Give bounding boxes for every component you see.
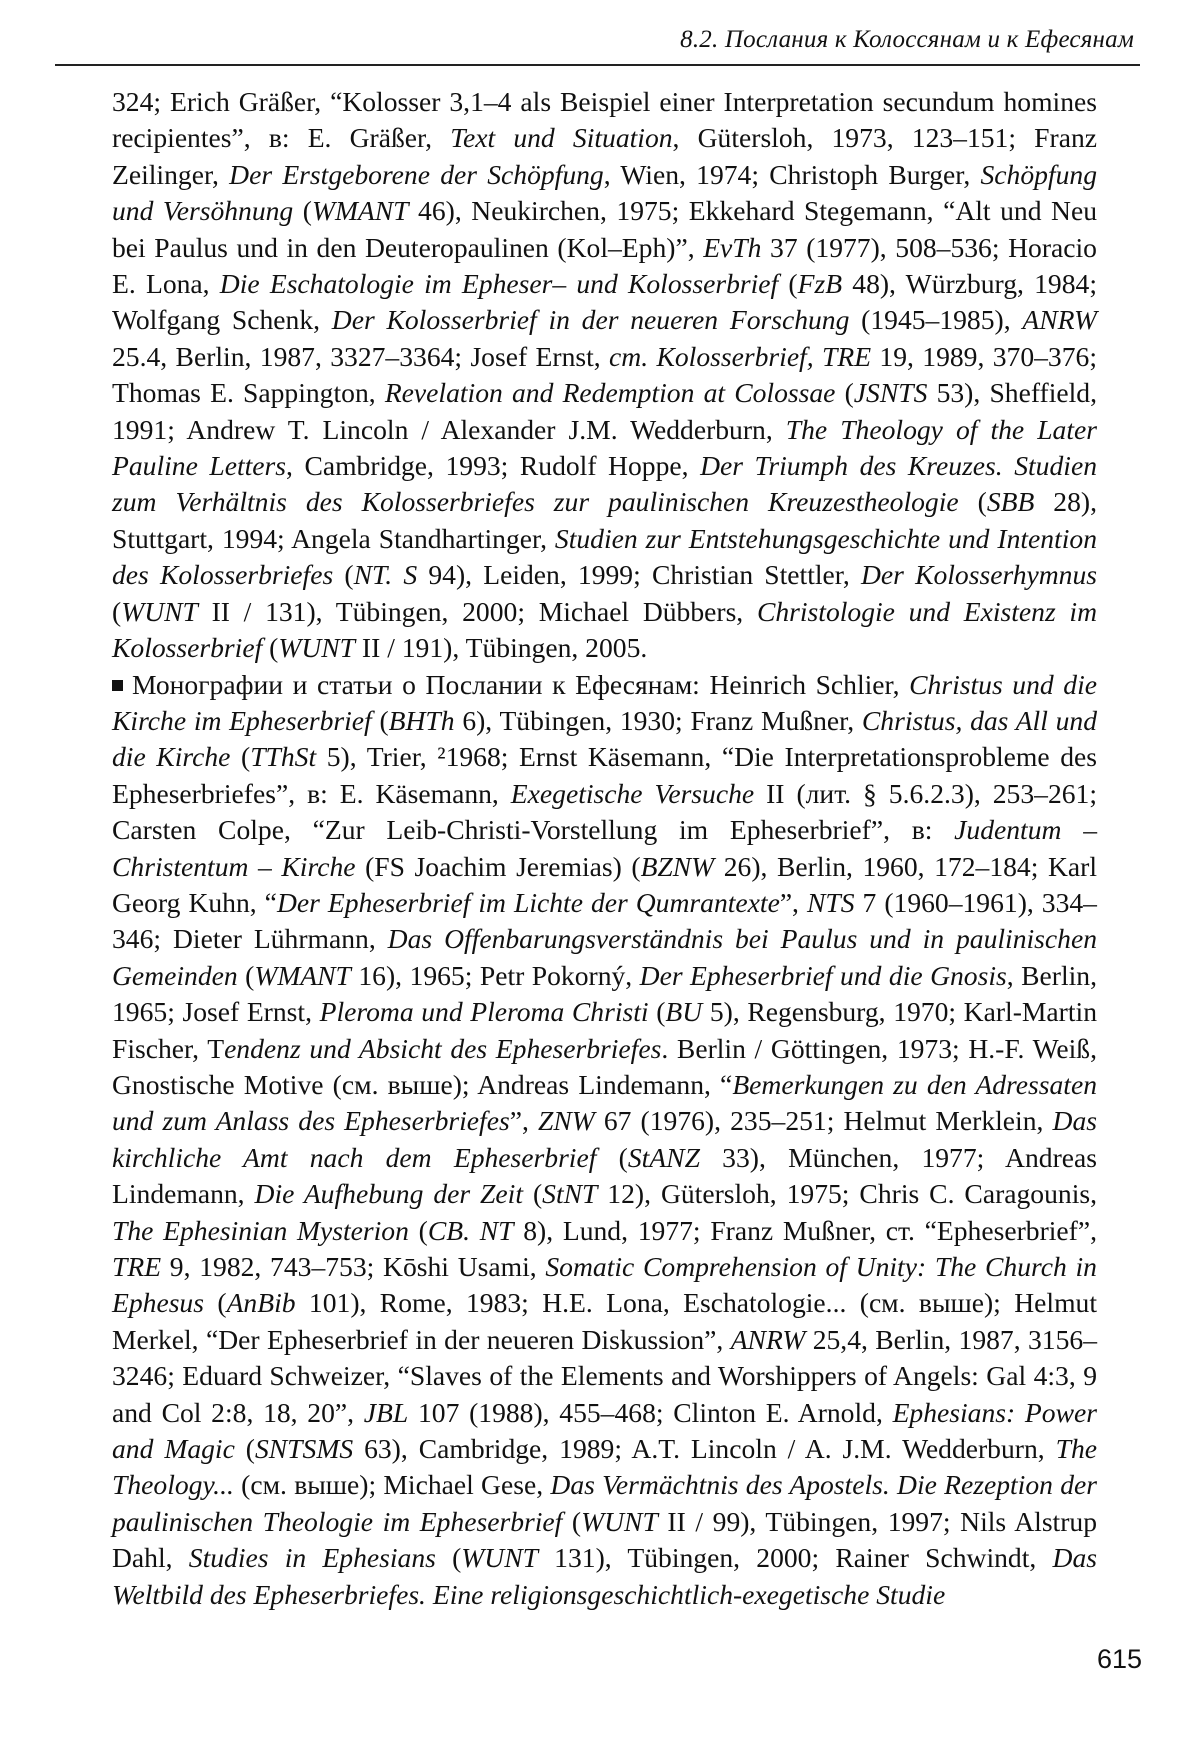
text-run: , Cambridge, 1993; Rudolf Hoppe, — [286, 450, 701, 482]
text-run: ( — [203, 1287, 227, 1319]
bibliography-paragraph-colossians — [112, 84, 1097, 667]
page-number: 615 — [1096, 1644, 1142, 1674]
italic-text-run: BHTh — [388, 704, 455, 736]
italic-text-run: ANRW — [1022, 304, 1097, 336]
text-run: ( — [523, 1178, 543, 1210]
italic-text-run: ZNW — [537, 1105, 595, 1137]
italic-text-run: Der Epheserbrief im Lichte der Qumrantexte — [276, 886, 780, 918]
italic-text-run: Das Offenbarungsverständnis bei Paulus und in paulinischen Gemeinden — [112, 923, 1097, 991]
italic-text-run: Der Erstgeborene der Schöpfung — [229, 158, 604, 190]
text-run: ”, — [779, 886, 807, 918]
text-run: 6), Tübingen, 1930; Franz Mußner, — [454, 704, 862, 736]
italic-text-run: Der Epheserbrief und die Gnosis — [639, 959, 1007, 991]
italic-text-run: BZNW — [640, 850, 715, 882]
italic-text-run: Christologie und Existenz im Kolosserbrief — [112, 595, 1098, 664]
italic-text-run: Revelation and Redemption at Colossae — [384, 377, 836, 409]
text-run: 9, 1982, 743–753; Kōshi Usami, — [161, 1251, 546, 1282]
text-run: ( — [333, 559, 354, 591]
italic-text-run: Das kirchliche Amt nach dem Epheserbrief — [112, 1105, 1097, 1173]
text-run: (1945–1985), — [849, 304, 1023, 336]
text-run: ( — [435, 1542, 462, 1574]
italic-text-run: endenz und Absicht des Epheserbriefes — [224, 1032, 662, 1064]
text-run: 131), Tübingen, 2000; Rainer Schwindt, — [537, 1542, 1053, 1574]
italic-text-run: SNTSMS — [254, 1433, 354, 1465]
italic-text-run: BU — [665, 996, 703, 1028]
text-run: 5), Regensburg, 1970; Karl-Martin Fischer, T — [112, 996, 1097, 1064]
text-run: 7 (1960–1961), 334–346; Dieter Lührmann, — [112, 886, 1097, 955]
italic-text-run: cm. — [609, 340, 649, 372]
italic-text-run: ANRW — [730, 1323, 806, 1355]
text-run: ( — [408, 1214, 428, 1246]
text-run: ( — [237, 959, 255, 991]
text-run: 107 (1988), 455–468; Clinton E. Arnold, — [408, 1396, 893, 1428]
text-run: Монографии и статьи о Послании к Ефесянам: Heinrich Schlier, — [132, 668, 910, 700]
text-run: II / 99), Tübingen, 1997; Nils Alstrup Dahl, — [112, 1505, 1098, 1574]
text-run: 37 (1977), 508–536; Horacio E. Lona, — [112, 231, 1097, 300]
italic-text-run: AnBib — [226, 1287, 296, 1319]
italic-text-run: JSNTS — [853, 377, 928, 409]
italic-text-run: WMANT — [311, 195, 409, 227]
italic-text-run: Der Triumph des Kreuzes. Studien zum Verhältnis des Kolosserbriefes zur paulinischen Kreuzestheologie — [112, 450, 1097, 518]
text-run: 8), Lund, 1977; Franz Mußner, ст. “Epheserbrief”, — [513, 1214, 1098, 1246]
text-run: , Wien, 1974; Christoph Burger, — [603, 158, 981, 190]
italic-text-run: WUNT — [121, 595, 198, 627]
text-run: 16), 1965; Petr Pokorný, — [350, 959, 640, 991]
italic-text-run: Der Kolosserbrief in der neueren Forschung — [331, 304, 850, 336]
text-run: II / 191), Tübingen, 2005. — [355, 632, 648, 664]
bibliography-paragraph-ephesians — [112, 667, 1097, 1614]
text-run: ( — [112, 595, 122, 627]
italic-text-run: The Ephesinian Mysterion — [112, 1214, 409, 1246]
text-run: 101), Rome, 1983; H.E. Lona, Eschatologie... (см. выше); Helmut Merkel, “Der Epheserbrief in der neueren Diskussion”, — [112, 1287, 1097, 1355]
text-run: ( — [835, 377, 854, 409]
italic-text-run: Exegetische Versuche — [510, 777, 755, 809]
text-run: 5), Trier, ²1968; Ernst Käsemann, “Die Interpretationsprobleme des Epheserbriefes”, в: E. Käsemann, — [112, 741, 1097, 809]
italic-text-run: SBB — [986, 486, 1035, 518]
text-run: 26), Berlin, 1960, 172–184; Karl Georg Kuhn, “ — [112, 850, 1097, 918]
text-run: ”, — [509, 1105, 538, 1137]
text-run: ( — [234, 1433, 255, 1465]
text-run: , Gütersloh, 1973, 123–151; Franz Zeilinger, — [112, 122, 1098, 190]
text-run: ( — [778, 268, 798, 300]
italic-text-run: Pleroma und Pleroma Christi — [319, 996, 649, 1028]
text-run: , Berlin, 1965; Josef Ernst, — [112, 959, 1097, 1028]
italic-text-run: Die Eschatologie im Epheser– und Kolosserbrief — [219, 268, 779, 300]
italic-text-run: Das Vermächtnis des Apostels. Die Rezeption der paulinischen Theologie im Epheserbrief — [112, 1469, 1097, 1537]
text-run: . Berlin / Göttingen, 1973; H.-F. Weiß, Gnostische Motive (см. выше); Andreas Lindemann, “ — [112, 1032, 1098, 1100]
text-run: 25,4, Berlin, 1987, 3156–3246; Eduard Schweizer, “Slaves of the Elements and Worshippers of Angels: Gal 4:3, 9 and Col 2:8, 18, 20”, — [112, 1323, 1097, 1428]
text-run: 46), Neukirchen, 1975; Ekkehard Stegemann, “Alt und Neu bei Paulus und in den Deuteropaulinen (Kol–Eph)”, — [112, 195, 1098, 263]
italic-text-run: Der Kolosserhymnus — [860, 559, 1097, 591]
italic-text-run: TThSt — [250, 741, 317, 773]
text-run: ( — [371, 704, 389, 736]
text-run: II / 131), Tübingen, 2000; Michael Dübbers, — [197, 595, 757, 627]
text-run: 12), Gütersloh, 1975; Chris C. Caragounis, — [597, 1178, 1098, 1210]
italic-text-run: Das Weltbild des Epheserbriefes. Eine religionsgeschichtlich-exegetische Studie — [112, 1542, 1097, 1610]
italic-text-run: WUNT — [581, 1505, 658, 1537]
italic-text-run: Ephesians: Power and Magic — [112, 1396, 1097, 1465]
italic-text-run: Judentum – Christentum – Kirche — [112, 814, 1097, 882]
italic-text-run: StNT — [542, 1178, 598, 1210]
italic-text-run: Christus und die Kirche im Epheserbrief — [112, 668, 1097, 736]
bibliography-text — [112, 84, 1097, 1613]
text-run: (см. выше); Michael Gese, — [233, 1469, 551, 1501]
text-run: 48), Würzburg, 1984; Wolfgang Schenk, — [112, 268, 1097, 336]
text-run: 33), München, 1977; Andreas Lindemann, — [112, 1141, 1097, 1210]
text-run: 324; Erich Gräßer, “Kolosser 3,1–4 als Beispiel einer Interpretation secundum homines recipientes”, в: E. Gräßer, — [112, 86, 1097, 154]
text-run: 67 (1976), 235–251; Helmut Merklein, — [594, 1105, 1053, 1137]
running-head: 8.2. Послания к Колоссянам и к Ефесянам — [680, 26, 1134, 53]
text-run: ( — [596, 1141, 628, 1173]
italic-text-run: WMANT — [254, 959, 351, 991]
italic-text-run: Text und Situation — [450, 122, 673, 154]
italic-text-run: NT. S — [353, 559, 418, 591]
italic-text-run: Die Aufhebung der Zeit — [254, 1178, 523, 1210]
italic-text-run: WUNT — [278, 632, 356, 664]
text-run: 28), Stuttgart, 1994; Angela Standhartinger, — [112, 486, 1097, 554]
italic-text-run: JBL — [363, 1396, 409, 1428]
bullet-square-icon — [112, 680, 123, 691]
italic-text-run: Somatic Comprehension of Unity: The Church in Ephesus — [112, 1251, 1097, 1319]
italic-text-run: FzB — [797, 268, 843, 300]
italic-text-run: Studies in Ephesians — [188, 1542, 436, 1574]
italic-text-run: The Theology of the Later Pauline Letters — [112, 413, 1097, 482]
italic-text-run: NTS — [806, 886, 855, 918]
text-run: (FS Joachim Jeremias) ( — [355, 850, 641, 882]
text-run: II (лит. § 5.6.2.3), 253–261; Carsten Colpe, “Zur Leib-Christi-Vorstellung im Epheserbrief”, в: — [112, 777, 1097, 846]
text-run: ( — [230, 741, 251, 773]
text-run: ( — [648, 996, 666, 1028]
italic-text-run: Studien zur Entstehungsgeschichte und Intention des Kolosserbriefes — [112, 522, 1098, 591]
text-run: 63), Cambridge, 1989; A.T. Lincoln / A. J.M. Wedderburn, — [353, 1433, 1056, 1465]
italic-text-run: WUNT — [461, 1542, 538, 1574]
italic-text-run: Kolosserbrief, TRE — [656, 340, 872, 372]
text-run: ( — [562, 1505, 582, 1537]
text-run: 53), Sheffield, 1991; Andrew T. Lincoln / Alexander J.M. Wedderburn, — [112, 377, 1097, 445]
italic-text-run: Schöpfung und Versöhnung — [112, 158, 1097, 227]
text-run: ( — [262, 632, 279, 664]
page-header — [55, 22, 1140, 66]
italic-text-run: The Theology... — [112, 1433, 1097, 1501]
text-run: 19, 1989, 370–376; Thomas E. Sappington, — [112, 340, 1097, 409]
text-run: 25.4, Berlin, 1987, 3327–3364; Josef Ernst, — [112, 340, 610, 372]
italic-text-run: StANZ — [627, 1141, 700, 1173]
text-run: ( — [958, 486, 987, 518]
italic-text-run: EvTh — [703, 231, 762, 263]
text-run: ( — [293, 195, 312, 227]
italic-text-run: Bemerkungen zu den Adressaten und zum Anlass des Epheserbriefes — [112, 1068, 1097, 1137]
italic-text-run: TRE — [112, 1251, 162, 1282]
text-run: 94), Leiden, 1999; Christian Stettler, — [417, 559, 861, 591]
italic-text-run: CB. NT — [427, 1214, 514, 1246]
italic-text-run: Christus, das All und die Kirche — [112, 704, 1097, 773]
